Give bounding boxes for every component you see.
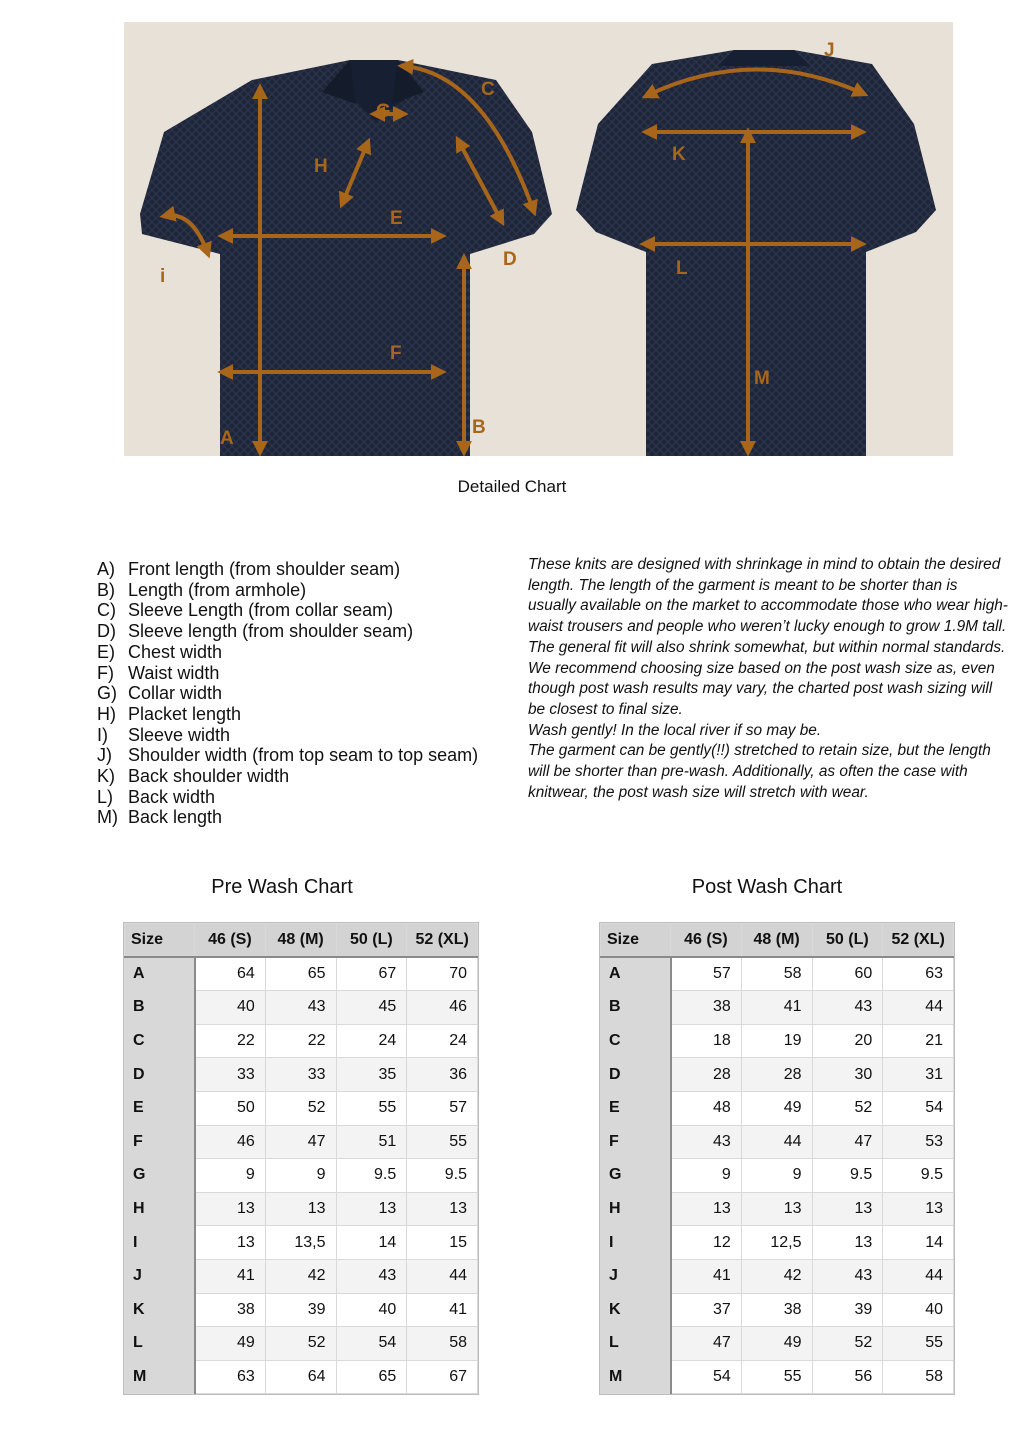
legend-item xyxy=(97,600,478,621)
table-cell: 9 xyxy=(195,1159,266,1193)
row-label: E xyxy=(125,1091,195,1125)
label-i: i xyxy=(160,266,166,287)
table-cell: 52 xyxy=(265,1327,336,1361)
washing-notes xyxy=(528,555,1008,803)
row-label: J xyxy=(601,1259,671,1293)
legend-text: Collar width xyxy=(128,683,223,704)
table-cell: 44 xyxy=(883,1259,954,1293)
column-header-xl: 52 (XL) xyxy=(883,924,954,958)
column-header-l: 50 (L) xyxy=(812,924,883,958)
row-label: M xyxy=(601,1360,671,1394)
legend-text: Chest width xyxy=(128,641,223,662)
table-row xyxy=(601,1091,954,1125)
legend-item xyxy=(97,787,478,808)
table-cell: 22 xyxy=(195,1024,266,1058)
table-cell: 70 xyxy=(407,957,478,991)
table-cell: 13 xyxy=(812,1192,883,1226)
table-cell: 41 xyxy=(407,1293,478,1327)
table-row xyxy=(601,1259,954,1293)
label-e: E xyxy=(390,208,403,229)
table-cell: 40 xyxy=(195,991,266,1025)
table-cell: 50 xyxy=(195,1091,266,1125)
table-cell: 47 xyxy=(265,1125,336,1159)
table-cell: 9.5 xyxy=(883,1159,954,1193)
legend-key: D) xyxy=(97,621,116,642)
legend-item xyxy=(97,704,478,725)
table-cell: 52 xyxy=(265,1091,336,1125)
table-cell: 43 xyxy=(812,1259,883,1293)
legend-key: J) xyxy=(97,745,112,766)
legend-text: Length (from armhole) xyxy=(128,579,307,600)
table-cell: 41 xyxy=(741,991,812,1025)
table-cell: 12,5 xyxy=(741,1226,812,1260)
table-row xyxy=(125,991,478,1025)
table-cell: 13 xyxy=(407,1192,478,1226)
table-cell: 43 xyxy=(265,991,336,1025)
row-label: A xyxy=(125,957,195,991)
table-cell: 49 xyxy=(741,1327,812,1361)
table-cell: 9.5 xyxy=(812,1159,883,1193)
table-cell: 37 xyxy=(671,1293,742,1327)
label-h: H xyxy=(314,156,328,177)
table-row xyxy=(601,991,954,1025)
table-cell: 40 xyxy=(336,1293,407,1327)
table-cell: 13,5 xyxy=(265,1226,336,1260)
label-c: C xyxy=(481,79,495,100)
legend-key: L) xyxy=(97,786,114,807)
table-row xyxy=(125,1293,478,1327)
table-cell: 43 xyxy=(336,1259,407,1293)
table-cell: 47 xyxy=(671,1327,742,1361)
table-cell: 41 xyxy=(671,1259,742,1293)
table-cell: 9 xyxy=(265,1159,336,1193)
table-row xyxy=(125,1259,478,1293)
table-cell: 39 xyxy=(812,1293,883,1327)
row-label: C xyxy=(125,1024,195,1058)
table-cell: 54 xyxy=(336,1327,407,1361)
table-cell: 41 xyxy=(195,1259,266,1293)
legend-key: A) xyxy=(97,559,115,579)
column-header-s: 46 (S) xyxy=(671,924,742,958)
table-row xyxy=(601,1058,954,1092)
table-cell: 9 xyxy=(741,1159,812,1193)
table-header-row xyxy=(125,924,478,958)
row-label: H xyxy=(601,1192,671,1226)
legend-key: C) xyxy=(97,600,116,621)
table-cell: 13 xyxy=(336,1192,407,1226)
table-cell: 19 xyxy=(741,1024,812,1058)
table-cell: 43 xyxy=(812,991,883,1025)
row-label: G xyxy=(125,1159,195,1193)
note-paragraph: These knits are designed with shrinkage in mind to obtain the desired length. The length of the garment is meant to be shorter than is usually available on the market to accommodate those who wear high-waist trousers and people who weren’t lucky enough to grow 1.9M tall. xyxy=(528,556,1008,636)
table-cell: 55 xyxy=(336,1091,407,1125)
table-row xyxy=(125,1125,478,1159)
table-row xyxy=(601,1192,954,1226)
column-header-m: 48 (M) xyxy=(741,924,812,958)
table-cell: 18 xyxy=(671,1024,742,1058)
legend-item xyxy=(97,725,478,746)
table-cell: 53 xyxy=(883,1125,954,1159)
row-label: J xyxy=(125,1259,195,1293)
legend-text: Sleeve length (from shoulder seam) xyxy=(128,621,414,642)
row-label: L xyxy=(601,1327,671,1361)
label-d: D xyxy=(503,249,517,270)
table-cell: 38 xyxy=(195,1293,266,1327)
pre-wash-table xyxy=(124,923,478,1394)
row-label: K xyxy=(125,1293,195,1327)
table-cell: 30 xyxy=(812,1058,883,1092)
table-row xyxy=(601,957,954,991)
row-label: F xyxy=(125,1125,195,1159)
table-cell: 43 xyxy=(671,1125,742,1159)
legend-item xyxy=(97,766,478,787)
note-paragraph: Wash gently! In the local river if so may be. xyxy=(528,721,822,739)
table-cell: 13 xyxy=(265,1192,336,1226)
legend-key: M) xyxy=(97,807,118,828)
table-cell: 47 xyxy=(812,1125,883,1159)
legend-item xyxy=(97,580,478,601)
table-row xyxy=(601,1125,954,1159)
legend-key: K) xyxy=(97,766,115,787)
table-row xyxy=(125,1226,478,1260)
table-row xyxy=(601,1226,954,1260)
column-header-s: 46 (S) xyxy=(195,924,266,958)
table-cell: 65 xyxy=(265,957,336,991)
legend-text: Placket length xyxy=(128,703,242,724)
legend-text: Front length (from shoulder seam) xyxy=(128,559,401,579)
column-header-size: Size xyxy=(601,924,671,958)
label-m: M xyxy=(754,368,770,389)
label-f: F xyxy=(390,343,402,364)
table-row xyxy=(601,1360,954,1394)
table-cell: 44 xyxy=(883,991,954,1025)
table-row xyxy=(125,1058,478,1092)
row-label: M xyxy=(125,1360,195,1394)
table-cell: 44 xyxy=(741,1125,812,1159)
row-label: B xyxy=(125,991,195,1025)
legend-item xyxy=(97,621,478,642)
row-label: G xyxy=(601,1159,671,1193)
table-cell: 13 xyxy=(741,1192,812,1226)
table-cell: 64 xyxy=(265,1360,336,1394)
legend-text: Back shoulder width xyxy=(128,766,290,787)
table-cell: 54 xyxy=(883,1091,954,1125)
column-header-m: 48 (M) xyxy=(265,924,336,958)
table-cell: 46 xyxy=(195,1125,266,1159)
legend-item xyxy=(97,642,478,663)
label-k: K xyxy=(672,144,686,165)
table-cell: 13 xyxy=(195,1192,266,1226)
label-g: G xyxy=(376,101,391,122)
legend-key: H) xyxy=(97,703,116,724)
table-cell: 58 xyxy=(407,1327,478,1361)
table-cell: 65 xyxy=(336,1360,407,1394)
table-cell: 60 xyxy=(812,957,883,991)
table-cell: 51 xyxy=(336,1125,407,1159)
table-cell: 55 xyxy=(407,1125,478,1159)
table-cell: 38 xyxy=(741,1293,812,1327)
row-label: D xyxy=(125,1058,195,1092)
row-label: B xyxy=(601,991,671,1025)
table-cell: 14 xyxy=(336,1226,407,1260)
table-cell: 40 xyxy=(883,1293,954,1327)
legend-text: Back length xyxy=(128,807,223,828)
legend-key: G) xyxy=(97,683,117,704)
table-cell: 44 xyxy=(407,1259,478,1293)
table-cell: 54 xyxy=(671,1360,742,1394)
label-b: B xyxy=(472,417,486,438)
row-label: I xyxy=(125,1226,195,1260)
table-cell: 49 xyxy=(195,1327,266,1361)
table-row xyxy=(125,1024,478,1058)
table-cell: 28 xyxy=(671,1058,742,1092)
legend-text: Sleeve width xyxy=(128,724,231,745)
table-header-row xyxy=(601,924,954,958)
table-cell: 24 xyxy=(336,1024,407,1058)
table-row xyxy=(125,1192,478,1226)
table-row xyxy=(601,1327,954,1361)
row-label: K xyxy=(601,1293,671,1327)
table-cell: 67 xyxy=(407,1360,478,1394)
table-cell: 57 xyxy=(671,957,742,991)
table-cell: 42 xyxy=(741,1259,812,1293)
row-label: E xyxy=(601,1091,671,1125)
table-cell: 67 xyxy=(336,957,407,991)
legend-key: I) xyxy=(97,724,108,745)
legend-item xyxy=(97,745,478,766)
table-cell: 12 xyxy=(671,1226,742,1260)
row-label: C xyxy=(601,1024,671,1058)
table-cell: 52 xyxy=(812,1327,883,1361)
table-row xyxy=(125,1327,478,1361)
table-cell: 28 xyxy=(741,1058,812,1092)
legend-text: Shoulder width (from top seam to top seam) xyxy=(128,745,479,766)
table-cell: 56 xyxy=(812,1360,883,1394)
legend-item xyxy=(97,807,478,828)
table-cell: 9.5 xyxy=(407,1159,478,1193)
table-cell: 45 xyxy=(336,991,407,1025)
table-row xyxy=(125,1159,478,1193)
table-cell: 13 xyxy=(883,1192,954,1226)
post-wash-title: Post Wash Chart xyxy=(691,876,843,898)
table-row xyxy=(601,1293,954,1327)
note-paragraph: The garment can be gently(!!) stretched to retain size, but the length will be shorter than pre-wash. Additionally, as often the case with knitwear, the post wash size will stretch with wear. xyxy=(528,742,991,801)
table-cell: 38 xyxy=(671,991,742,1025)
table-cell: 58 xyxy=(741,957,812,991)
garment-illustration xyxy=(124,22,953,456)
table-cell: 13 xyxy=(195,1226,266,1260)
table-cell: 21 xyxy=(883,1024,954,1058)
front-shirt xyxy=(140,60,552,456)
legend-key: E) xyxy=(97,641,115,662)
table-cell: 9 xyxy=(671,1159,742,1193)
post-wash-table xyxy=(600,923,954,1394)
table-cell: 35 xyxy=(336,1058,407,1092)
table-cell: 24 xyxy=(407,1024,478,1058)
row-label: H xyxy=(125,1192,195,1226)
table-cell: 63 xyxy=(195,1360,266,1394)
table-cell: 64 xyxy=(195,957,266,991)
row-label: F xyxy=(601,1125,671,1159)
table-cell: 48 xyxy=(671,1091,742,1125)
legend-key: B) xyxy=(97,579,115,600)
table-cell: 9.5 xyxy=(336,1159,407,1193)
table-cell: 33 xyxy=(265,1058,336,1092)
table-cell: 58 xyxy=(883,1360,954,1394)
table-cell: 20 xyxy=(812,1024,883,1058)
table-row xyxy=(601,1024,954,1058)
table-cell: 15 xyxy=(407,1226,478,1260)
row-label: A xyxy=(601,957,671,991)
row-label: D xyxy=(601,1058,671,1092)
note-paragraph: The general fit will also shrink somewhat, but within normal standards. We recommend choosing size based on the post wash size as, even though post wash results may vary, the charted post wash sizing will be closest to final size. xyxy=(528,638,1006,718)
legend-key: F) xyxy=(97,662,114,683)
table-cell: 49 xyxy=(741,1091,812,1125)
table-cell: 52 xyxy=(812,1091,883,1125)
table-cell: 57 xyxy=(407,1091,478,1125)
table-cell: 31 xyxy=(883,1058,954,1092)
legend-item xyxy=(97,663,478,684)
label-a: A xyxy=(220,428,234,449)
table-cell: 22 xyxy=(265,1024,336,1058)
table-cell: 39 xyxy=(265,1293,336,1327)
legend-text: Sleeve Length (from collar seam) xyxy=(128,600,394,621)
back-shirt xyxy=(576,50,936,456)
garment-measurement-figure xyxy=(124,22,953,456)
table-cell: 33 xyxy=(195,1058,266,1092)
column-header-size: Size xyxy=(125,924,195,958)
legend-item xyxy=(97,683,478,704)
label-l: L xyxy=(676,258,688,279)
row-label: L xyxy=(125,1327,195,1361)
table-cell: 63 xyxy=(883,957,954,991)
pre-wash-title: Pre Wash Chart xyxy=(211,876,353,898)
table-row xyxy=(601,1159,954,1193)
table-row xyxy=(125,957,478,991)
table-cell: 55 xyxy=(883,1327,954,1361)
label-j: J xyxy=(824,40,835,61)
legend-item xyxy=(97,559,478,580)
column-header-xl: 52 (XL) xyxy=(407,924,478,958)
legend-text: Waist width xyxy=(128,662,220,683)
column-header-l: 50 (L) xyxy=(336,924,407,958)
figure-caption: Detailed Chart xyxy=(457,477,567,496)
row-label: I xyxy=(601,1226,671,1260)
table-cell: 14 xyxy=(883,1226,954,1260)
table-cell: 55 xyxy=(741,1360,812,1394)
table-cell: 13 xyxy=(812,1226,883,1260)
table-cell: 13 xyxy=(671,1192,742,1226)
table-row xyxy=(125,1360,478,1394)
measurement-legend xyxy=(97,559,478,828)
table-cell: 42 xyxy=(265,1259,336,1293)
legend-text: Back width xyxy=(128,786,216,807)
table-cell: 36 xyxy=(407,1058,478,1092)
table-cell: 46 xyxy=(407,991,478,1025)
table-row xyxy=(125,1091,478,1125)
